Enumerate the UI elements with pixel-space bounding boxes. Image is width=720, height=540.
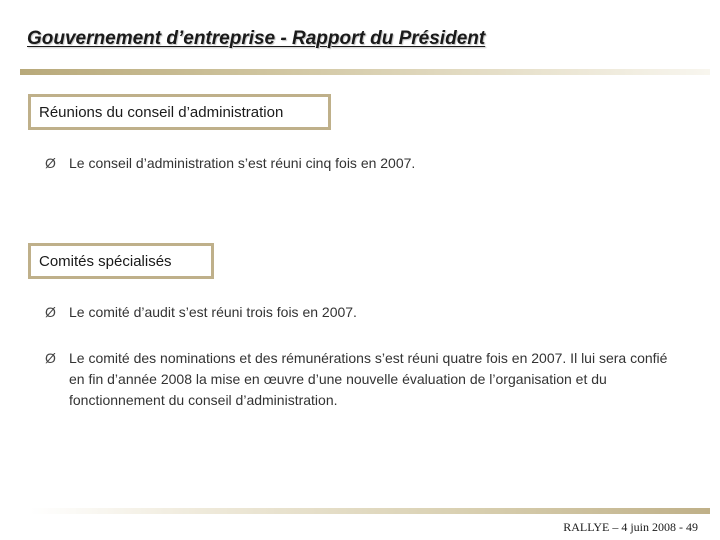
list-item <box>45 348 679 411</box>
section-heading-committees <box>28 243 214 279</box>
footer-divider <box>30 508 710 514</box>
title-divider <box>20 69 710 75</box>
list-item <box>45 153 679 174</box>
list-item-text: Le conseil d’administration s’est réuni cinq fois en 2007. <box>69 155 416 171</box>
list-item-text: Le comité des nominations et des rémunérations s’est réuni quatre fois en 2007. Il lui sera confié en fin d’année 2008 la mise en œuvre d’une nouvelle évaluation de l’organisation et du fonctionnement du conseil d’administration. <box>69 350 668 408</box>
arrow-bullet-icon: Ø <box>45 350 56 366</box>
section-heading-label: Comités spécialisés <box>39 252 172 270</box>
section-heading-board-meetings <box>28 94 331 130</box>
list-item-text: Le comité d’audit s’est réuni trois fois en 2007. <box>69 304 357 320</box>
footer-page-info: RALLYE – 4 juin 2008 - 49 <box>563 520 698 534</box>
arrow-bullet-icon: Ø <box>45 304 56 320</box>
arrow-bullet-icon: Ø <box>45 155 56 171</box>
list-item <box>45 302 679 323</box>
page-title: Gouvernement d’entreprise - Rapport du Président <box>27 28 486 49</box>
section-heading-label: Réunions du conseil d’administration <box>39 103 284 121</box>
